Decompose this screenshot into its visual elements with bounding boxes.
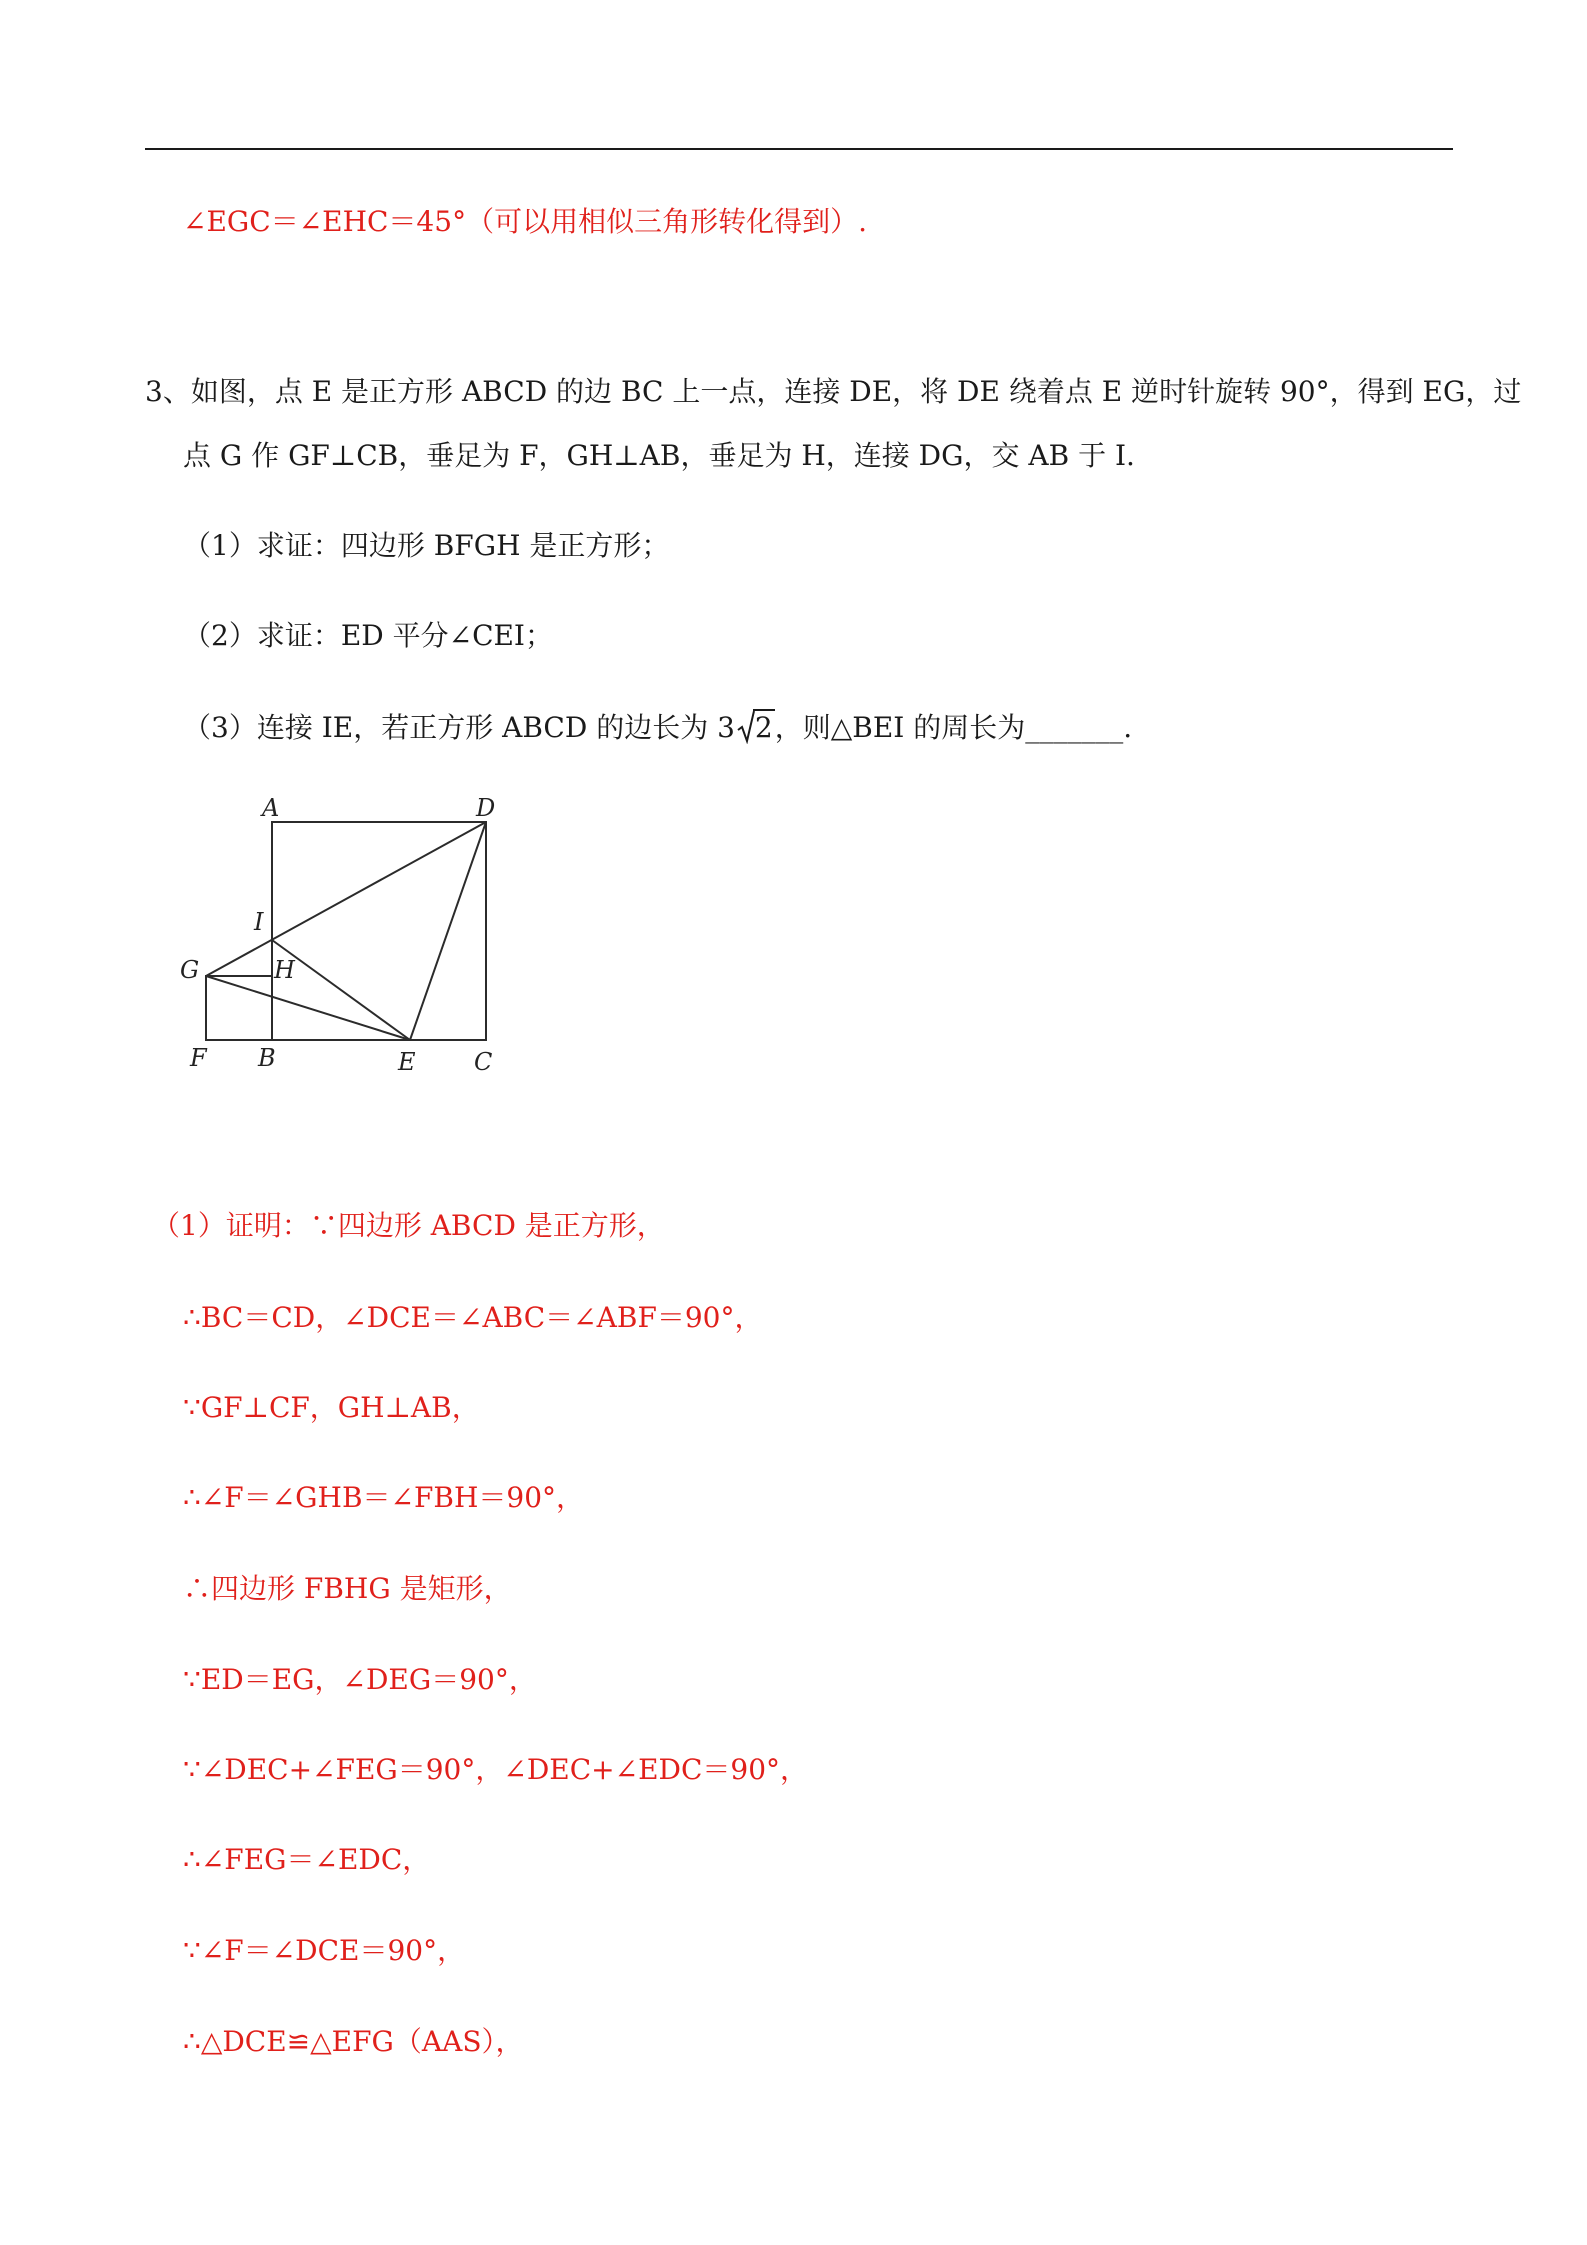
- solution-line-1: （1）证明：∵四边形 ABCD 是正方形，: [152, 1209, 665, 1242]
- solution-line-9: ∵∠F＝∠DCE＝90°，: [183, 1934, 466, 1967]
- solution-line-7: ∵∠DEC+∠FEG＝90°，∠DEC+∠EDC＝90°，: [183, 1753, 809, 1786]
- sqrt-symbol: [737, 708, 775, 748]
- solution-line-5: ∴四边形 FBHG 是矩形，: [183, 1572, 512, 1605]
- solution-line-2: ∴BC＝CD，∠DCE＝∠ABC＝∠ABF＝90°，: [183, 1301, 763, 1334]
- label-f: F: [190, 1044, 207, 1072]
- label-c: C: [474, 1048, 493, 1076]
- label-h: H: [274, 956, 295, 984]
- solution-line-10: ∴△DCE≌△EFG（AAS），: [183, 2025, 524, 2058]
- problem-line-1: 3、如图，点 E 是正方形 ABCD 的边 BC 上一点，连接 DE，将 DE 绕着点 E 逆时针旋转 90°，得到 EG，过: [145, 375, 1522, 408]
- radical-sign-icon: [737, 710, 755, 744]
- segment-ge: [206, 976, 410, 1040]
- problem-line-2: 点 G 作 GF⊥CB，垂足为 F，GH⊥AB，垂足为 H，连接 DG，交 AB 于 I.: [183, 439, 1135, 472]
- label-i: I: [254, 908, 264, 936]
- label-e: E: [398, 1048, 416, 1076]
- sqrt-radicand: 2: [754, 711, 773, 744]
- problem-part-2: （2）求证：ED 平分∠CEI；: [183, 619, 553, 652]
- solution-line-3: ∵GF⊥CF，GH⊥AB，: [183, 1391, 480, 1424]
- label-a: A: [262, 794, 280, 822]
- solution-line-4: ∴∠F＝∠GHB＝∠FBH＝90°，: [183, 1481, 585, 1514]
- segment-ie: [272, 940, 410, 1040]
- part-3-text-before: （3）连接 IE，若正方形 ABCD 的边长为 3: [183, 711, 735, 744]
- solution-line-8: ∴∠FEG＝∠EDC，: [183, 1843, 431, 1876]
- label-d: D: [476, 794, 496, 822]
- top-note: ∠EGC＝∠EHC＝45°（可以用相似三角形转化得到）.: [183, 205, 867, 238]
- problem-part-3: [183, 708, 1132, 748]
- part-3-text-after: ，则△BEI 的周长为_______.: [774, 711, 1133, 744]
- header-rule: [145, 148, 1453, 150]
- geometry-figure: [170, 780, 510, 1090]
- problem-part-1: （1）求证：四边形 BFGH 是正方形；: [183, 529, 670, 562]
- geometry-figure-svg: [170, 780, 510, 1090]
- label-g: G: [180, 956, 200, 984]
- solution-line-6: ∵ED＝EG，∠DEG＝90°，: [183, 1663, 537, 1696]
- label-b: B: [258, 1044, 276, 1072]
- segment-de: [410, 822, 486, 1040]
- segment-gd: [206, 822, 486, 976]
